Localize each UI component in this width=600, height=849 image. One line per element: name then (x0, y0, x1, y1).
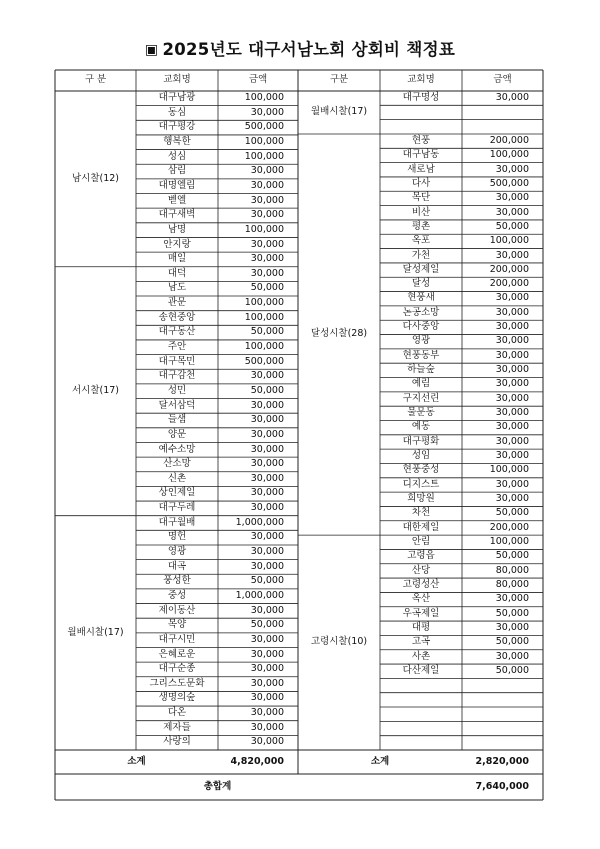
fee-amount: 30,000 (495, 493, 529, 505)
church-name: 제자들 (163, 721, 191, 733)
fee-amount: 30,000 (495, 478, 529, 490)
fee-amount: 30,000 (495, 407, 529, 419)
fee-amount: 30,000 (250, 721, 284, 733)
church-name (380, 693, 462, 708)
fee-amount: 30,000 (495, 650, 529, 662)
fee-amount: 30,000 (250, 604, 284, 616)
page-title-text: 2025년도 대구서남노회 상회비 책정표 (162, 40, 456, 59)
fee-amount: 30,000 (250, 531, 284, 543)
fee-amount: 30,000 (250, 428, 284, 440)
fee-amount: 100,000 (489, 149, 529, 161)
church-name: 상인제일 (158, 487, 196, 499)
church-name: 산소망 (163, 458, 191, 470)
church-name: 영광 (167, 546, 187, 558)
fee-amount: 30,000 (250, 106, 284, 118)
church-name: 논공소망 (402, 306, 440, 318)
church-name: 고령성산 (402, 579, 440, 590)
fee-amount: 30,000 (495, 435, 529, 447)
fee-amount: 50,000 (250, 619, 284, 631)
church-name (380, 736, 462, 751)
church-name: 들샘 (167, 414, 187, 426)
church-name: 그리스도문화 (149, 677, 205, 689)
church-name: 산당 (411, 564, 431, 576)
fee-amount: 200,000 (489, 263, 529, 275)
fee-amount: 30,000 (250, 267, 284, 279)
fee-amount: 30,000 (495, 292, 529, 304)
fee-amount: 30,000 (250, 502, 284, 514)
church-name: 다산제일 (402, 664, 440, 676)
grand-total-label: 총합계 (203, 780, 232, 792)
church-name: 대구두레 (158, 502, 196, 514)
fee-amount: 30,000 (250, 648, 284, 660)
fee-amount: 50,000 (250, 326, 284, 338)
church-name: 예동 (411, 421, 431, 433)
church-name: 고곡 (411, 636, 431, 648)
header-left-1: 교회명 (163, 74, 191, 85)
church-name: 대구새벽 (158, 209, 196, 221)
church-name: 성심 (167, 150, 187, 162)
church-name: 현풍중성 (402, 464, 440, 476)
fee-amount: 30,000 (250, 370, 284, 382)
group-label: 달성시찰(28) (310, 328, 368, 340)
church-name: 물문동 (407, 407, 435, 419)
fee-amount: 30,000 (495, 249, 529, 261)
church-name: 구지선린 (402, 392, 440, 404)
church-name: 다온 (167, 707, 187, 719)
header-right-2: 금액 (493, 74, 512, 85)
fee-amount: 30,000 (250, 663, 284, 675)
fee-amount: 30,000 (495, 364, 529, 376)
group-label: 남시찰(12) (71, 172, 120, 184)
fee-amount: 30,000 (495, 206, 529, 218)
church-name: 대덕 (167, 267, 187, 279)
church-name: 현풍새 (407, 292, 435, 304)
church-name: 다사 (411, 177, 431, 189)
fee-amount: 500,000 (244, 355, 284, 367)
church-name: 안림 (411, 536, 431, 548)
fee-amount: 100,000 (244, 150, 284, 162)
church-name: 대곡 (167, 560, 187, 572)
church-name: 양문 (167, 428, 187, 440)
fee-amount: 50,000 (495, 636, 529, 648)
church-name: 우곡제일 (402, 607, 440, 619)
fee-amount: 30,000 (495, 192, 529, 204)
fee-amount: 50,000 (250, 282, 284, 294)
church-name: 디지스트 (402, 478, 440, 490)
fee-amount: 30,000 (250, 692, 284, 704)
fee-amount: 50,000 (495, 550, 529, 562)
church-name: 송현중앙 (158, 311, 196, 323)
church-name: 새로남 (407, 163, 435, 175)
subtotal-amount-right: 2,820,000 (475, 755, 529, 767)
fee-amount: 100,000 (489, 536, 529, 548)
church-name: 대구순종 (158, 663, 196, 675)
church-name: 대구목민 (158, 355, 196, 367)
church-name: 대명엘림 (158, 179, 196, 191)
church-name: 생명의숲 (158, 692, 196, 704)
fee-amount: 200,000 (489, 278, 529, 290)
fee-amount: 50,000 (495, 507, 529, 519)
fee-amount: 30,000 (250, 209, 284, 221)
church-name: 대한제일 (402, 521, 440, 533)
church-name: 안지랑 (163, 238, 191, 250)
church-name: 영광 (411, 335, 431, 347)
church-name: 달서삼덕 (158, 399, 196, 411)
fee-amount: 30,000 (495, 421, 529, 433)
church-name: 은혜로운 (158, 648, 196, 660)
church-name: 벧엘 (167, 194, 187, 206)
fee-amount: 30,000 (250, 165, 284, 177)
church-name: 대구명성 (402, 91, 440, 103)
church-name: 대구남동 (402, 149, 440, 161)
fee-amount: 80,000 (495, 579, 529, 590)
church-name: 현풍 (411, 134, 431, 146)
fee-amount: 30,000 (495, 163, 529, 175)
church-name: 목양 (167, 619, 187, 631)
fee-amount: 30,000 (250, 560, 284, 572)
church-name: 신촌 (167, 472, 187, 484)
fee-amount: 30,000 (495, 321, 529, 333)
church-name: 대구평화 (402, 435, 440, 447)
church-name: 차천 (411, 507, 431, 519)
fee-amount: 100,000 (244, 341, 284, 353)
church-name: 목단 (411, 192, 431, 204)
church-name: 다사중앙 (402, 321, 440, 333)
header-left-2: 금액 (248, 74, 268, 85)
church-name (380, 120, 462, 135)
church-name: 남명 (167, 223, 187, 235)
church-name: 동심 (167, 106, 187, 118)
fee-amount: 50,000 (495, 607, 529, 619)
church-name: 행복한 (163, 136, 191, 147)
subtotal-amount-left: 4,820,000 (230, 755, 284, 767)
fee-amount: 30,000 (250, 179, 284, 191)
fee-amount: 30,000 (250, 238, 284, 250)
church-name: 사촌 (411, 650, 431, 662)
fee-amount: 100,000 (489, 235, 529, 247)
fee-amount: 30,000 (250, 443, 284, 455)
fee-amount: 100,000 (244, 136, 284, 147)
fee-amount: 100,000 (244, 92, 284, 104)
fee-amount: 30,000 (495, 392, 529, 404)
church-name (380, 707, 462, 722)
fee-amount: 200,000 (489, 521, 529, 533)
group-label: 월배시찰(17) (67, 626, 124, 638)
church-name: 현풍동부 (402, 349, 440, 361)
church-name: 사랑의 (163, 736, 191, 748)
church-name: 비산 (411, 206, 431, 218)
group-label: 월배시찰(17) (310, 106, 368, 118)
header-right-0: 구분 (329, 74, 349, 85)
church-name: 대구월배 (158, 516, 196, 528)
fee-amount: 100,000 (244, 297, 284, 309)
fee-amount: 30,000 (250, 399, 284, 411)
fee-amount: 30,000 (250, 414, 284, 426)
church-name: 희망원 (407, 493, 435, 505)
church-name: 하늘숲 (407, 364, 435, 376)
fee-amount: 30,000 (495, 91, 529, 103)
grand-total-amount: 7,640,000 (475, 780, 529, 792)
fee-amount (462, 721, 529, 736)
fee-amount (462, 678, 529, 693)
church-name: 대구감천 (158, 370, 196, 382)
fee-amount: 30,000 (495, 349, 529, 361)
fee-amount: 30,000 (495, 378, 529, 390)
fee-amount: 50,000 (495, 664, 529, 676)
fee-amount: 30,000 (250, 253, 284, 265)
fee-amount: 1,000,000 (235, 589, 284, 601)
fee-amount: 50,000 (250, 384, 284, 396)
fee-amount: 200,000 (489, 134, 529, 146)
fee-amount (462, 736, 529, 751)
group-label: 서시찰(17) (71, 384, 120, 396)
church-name (380, 721, 462, 736)
fee-amount (462, 120, 529, 135)
church-name: 예수소망 (158, 443, 196, 455)
fee-amount: 30,000 (250, 546, 284, 558)
fee-amount: 500,000 (244, 121, 284, 133)
church-name: 달성제일 (402, 263, 440, 275)
church-name: 제이동산 (158, 604, 196, 616)
fee-amount: 100,000 (244, 311, 284, 323)
church-name (380, 678, 462, 693)
church-name: 가천 (411, 249, 431, 261)
group-label: 고령시찰(10) (310, 636, 368, 648)
fee-amount: 30,000 (495, 621, 529, 633)
fee-amount: 1,000,000 (235, 516, 284, 528)
fee-amount: 30,000 (495, 335, 529, 347)
church-name: 평촌 (411, 220, 431, 232)
fee-amount: 30,000 (250, 707, 284, 719)
fee-amount: 100,000 (244, 223, 284, 235)
fee-amount: 30,000 (495, 306, 529, 318)
fee-amount: 500,000 (489, 177, 529, 189)
fee-amount: 30,000 (250, 472, 284, 484)
church-name: 삼림 (167, 165, 187, 177)
church-name: 중성 (167, 589, 187, 601)
fee-amount: 80,000 (495, 564, 529, 576)
fee-amount: 30,000 (250, 194, 284, 206)
church-name: 대평 (411, 621, 431, 633)
fee-amount: 30,000 (250, 633, 284, 645)
church-name: 예림 (411, 378, 431, 390)
fee-amount (462, 105, 529, 120)
subtotal-label-left: 소계 (127, 755, 146, 767)
fee-amount: 30,000 (250, 677, 284, 689)
church-name: 대구동산 (158, 326, 196, 338)
fee-amount: 50,000 (250, 575, 284, 587)
church-name: 대구평강 (158, 121, 196, 133)
church-name: 관문 (167, 297, 187, 309)
fee-amount: 30,000 (495, 593, 529, 605)
fee-amount: 30,000 (495, 450, 529, 462)
fee-amount: 100,000 (489, 464, 529, 476)
church-name (380, 105, 462, 120)
church-name: 풍성한 (163, 575, 191, 587)
fee-amount: 30,000 (250, 736, 284, 748)
church-name: 달성 (411, 278, 431, 290)
church-name: 대구시민 (158, 633, 196, 645)
fee-amount (462, 693, 529, 708)
church-name: 성임 (411, 450, 431, 462)
square-bullet-icon: ▣ (144, 42, 159, 58)
fee-amount: 30,000 (250, 458, 284, 470)
church-name: 대구남광 (158, 92, 196, 104)
church-name: 남도 (167, 282, 187, 294)
fee-amount: 50,000 (495, 220, 529, 232)
church-name: 주안 (167, 341, 187, 353)
subtotal-label-right: 소계 (370, 755, 390, 767)
church-name: 성민 (167, 384, 187, 396)
church-name: 매일 (167, 253, 187, 265)
fee-amount: 30,000 (250, 487, 284, 499)
church-name: 명헌 (167, 531, 187, 543)
header-left-0: 구 분 (84, 74, 107, 85)
header-right-1: 교회명 (407, 74, 435, 85)
church-name: 고령읍 (407, 550, 435, 562)
church-name: 옥포 (411, 235, 431, 247)
fee-amount (462, 707, 529, 722)
church-name: 옥산 (411, 593, 431, 605)
